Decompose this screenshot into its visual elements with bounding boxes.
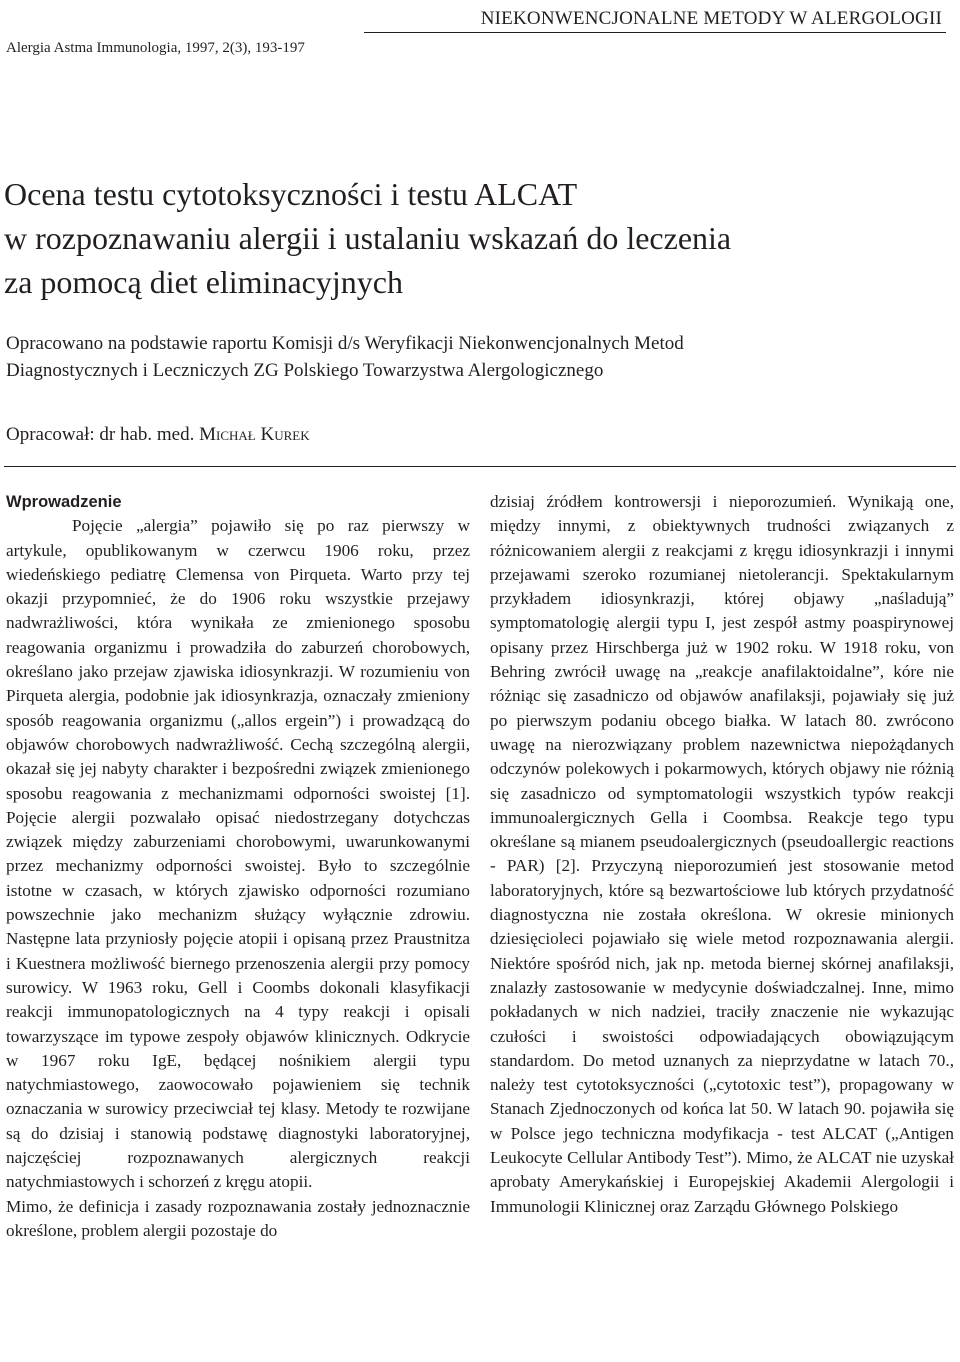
journal-reference: Alergia Astma Immunologia, 1997, 2(3), 193-197 (6, 40, 305, 56)
header-rule (364, 32, 946, 33)
second-paragraph: Mimo, że definicja i zasady rozpoznawania zostały jednoznacznie określone, problem alergii pozostaje do (6, 1196, 470, 1240)
title-line-1: Ocena testu cytotoksyczności i testu ALCAT (4, 176, 578, 212)
author-rule (4, 466, 956, 467)
article-title (4, 172, 944, 304)
author-name: Michał Kurek (199, 424, 310, 445)
right-column-paragraph: dzisiaj źródłem kontrowersji i nieporozumień. Wynikają one, między innymi, z obiektywnych trudności związanych z różnicowaniem alergii z reakcjami z kręgu idiosynkrazji i innymi przejawami szeroko rozumianej nietolerancji. Spektakularnym przykładem idiosynkrazji, której objawy „naśladują” symptomatologię alergii typu I, jest zespół astmy poaspirynowej opisany przez Hirschberga już w 1902 roku. W 1918 roku, von Behring zwrócił uwagę na „reakcje anafilaktoidalne”, kóre nie różniąc się zasadniczo od objawów anafilaksji, pojawiały się już po pierwszym podaniu obcego białka. W latach 80. zwrócono uwagę na nierozwiązany problem nazewnictwa niepożądanych odczynów polekowych i pokarmowych, których objawy nie różnią się zasadniczo od symptomatologii wszystkich typów reakcji immunoalergicznych Gella i Coombsa. Reakcje tego typu określane są mianem pseudoalergicznych (pseudoallergic reactions - PAR) [2]. Przyczyną nieporozumień jest stosowanie metod laboratoryjnych, które są bezwartościowe lub których przydatność diagnostyczna nie została określona. W okresie minionych dziesięcioleci pojawiało się wiele metod rozpoznawania alergii. Niektóre spośród nich, jak np. metoda biernej skórnej anafilaksji, znalazły zastosowanie w medycynie doświadczalnej. Inne, mimo pokładanych w nich nadziei, traciły znaczenie nie wykazując czułości i swoistości odpowiadających obowiązującym standardom. Do metod uznanych za nieprzydatne w latach 70., należy test cytotoksyczności („cytotoxic test”), propagowany w Stanach Zjednoczonych od końca lat 50. W latach 90. pojawiła się w Polsce jego techniczna modyfikacja - test ALCAT („Antigen Leukocyte Cellular Antibody Test”). Mimo, że ALCAT nie uzyskał aprobaty Amerykańskiej i Europejskiej Akademii Alergologii i Immunologii Klinicznej oraz Zarządu Głównego Polskiego (490, 492, 954, 1216)
right-column (490, 490, 954, 1219)
section-heading: Wprowadzenie (6, 493, 122, 511)
subtitle-line-2: Diagnostycznych i Leczniczych ZG Polskiego Towarzystwa Alergologicznego (6, 360, 604, 381)
title-line-2: w rozpoznawaniu alergii i ustalaniu wskazań do leczenia (4, 220, 732, 256)
author-line (6, 424, 310, 446)
title-line-3: za pomocą diet eliminacyjnych (4, 264, 403, 300)
article-subtitle (6, 330, 946, 384)
left-column (6, 490, 470, 1243)
subtitle-line-1: Opracowano na podstawie raportu Komisji d/s Weryfikacji Niekonwencjonalnych Metod (6, 333, 684, 354)
intro-paragraph: Pojęcie „alergia” pojawiło się po raz pierwszy w artykule, opublikowanym w czerwcu 1906 roku, przez wiedeńskiego pediatrę Clemensa von Pirqueta. Warto przy tej okazji przypomnieć, że do 1906 roku wszystkie przejawy nadwrażliwości, która wynikała ze zmienionego sposobu reagowania organizmu i prowadziła do zaburzeń chorobowych, określano jako przejaw zjawiska idiosynkrazji. W rozumieniu von Pirqueta alergia, podobnie jak idiosynkrazja, oznaczały zmieniony sposób reagowania organizmu („allos ergein”) i prowadzącą do objawów chorobowych nadwrażliwość. Cechą szczególną alergii, okazał się jej nabyty charakter i bezpośredni związek zmienionego sposobu reagowania z mechanizmami odporności swoistej [1]. Pojęcie alergii pozwalało opisać niedostrzegany dotychczas związek między zaburzeniami chorobowymi, uwarunkowanymi przez mechanizmy odporności swoistej. Było to szczególnie istotne w czasach, w których zjawisko odporności rozumiano powszechnie jako mechanizm służący wyłącznie zdrowiu. Następne lata przyniosły pojęcie atopii i opisaną przez Praustnitza i Kuestnera możliwość biernego przenoszenia alergii przy pomocy surowicy. W 1963 roku, Gell i Coombs dokonali klasyfikacji reakcji immunopatologicznych na 4 typy reakcji i opisali towarzyszące im typowe zespoły objawów klinicznych. Odkrycie w 1967 roku IgE, będącej nośnikiem alergii typu natychmiastowego, zaowocowało pojawieniem się technik oznaczania w surowicy przeciwciał tej klasy. Metody te rozwijane są do dzisiaj i stanowią podstawę diagnostyki laboratoryjnej, najczęściej rozpoznawanych alergicznych reakcji natychmiastowych i schorzeń z kręgu atopii. (6, 516, 470, 1192)
author-prefix: Opracował: dr hab. med. (6, 424, 195, 445)
running-head: NIEKONWENCJONALNE METODY W ALERGOLOGII (480, 8, 942, 29)
